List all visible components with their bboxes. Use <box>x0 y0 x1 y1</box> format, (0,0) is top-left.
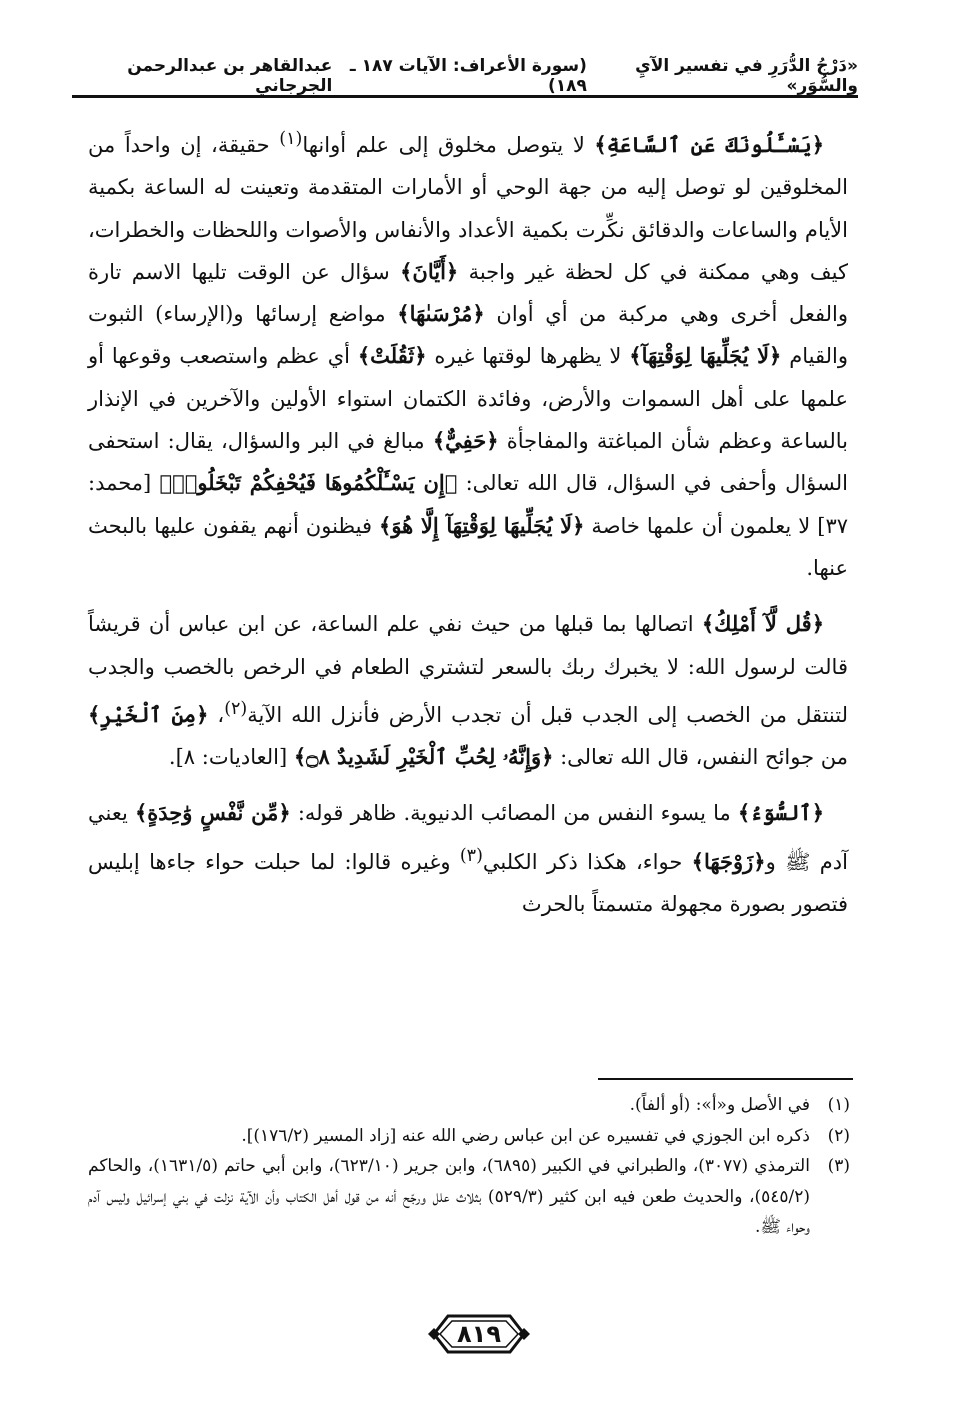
text-segment: اتصالها بما قبلها من حيث نفي علم الساعة، عن ابن عباس أن قريشاً قالت لرسول الله: لا يخبرك ربك بالسعر لتشتري الطعام في الرخص بالخصب والجدب لتنتقل من الخصب إلى الجدب قبل أن تجدب الأرض فأنزل الله الآية <box>88 612 849 727</box>
book-title: «دَرْجُ الدُّرَرِ في تفسير الآيِ والسُّوَر» <box>635 56 858 96</box>
footnotes <box>88 1090 850 1243</box>
paragraph-1 <box>88 118 848 589</box>
page-number: ٨١٩ <box>457 1320 501 1348</box>
quran-quote: ﴿وَإِنَّهُۥ لِحُبِّ ٱلْخَيْرِ لَشَدِيدٌ ۝٨﴾ <box>293 744 554 770</box>
footnote-3 <box>88 1151 850 1243</box>
footnote-text: الترمذي (٣٠٧٧)، والطبراني في الكبير (٦٨٩٥)، وابن جرير (٦٢٣/١٠)، وابن أبي حاتم (١٦٣١/٥)، والحاكم (٥٤٥/٢)، والحديث طعن فيه ابن كثير (٥٢٩/٣) بثلاث علل ورجّح أنه من قول أهل الكتاب وأن الآية نزلت في بني إسرائيل وليس آدم وحواء ﷺ. <box>88 1156 811 1237</box>
quran-quote: ﴿ثَقُلَتْ﴾ <box>357 343 427 369</box>
text-segment: مواضع إرسائها و(الإرساء) الثبوت والقيام <box>88 302 848 369</box>
surah-reference: (سورة الأعراف: الآيات ١٨٧ ـ ١٨٩) <box>349 56 587 96</box>
quran-quote: ﴿قُل لَّآ أَمْلِكُ﴾ <box>701 611 824 637</box>
text-segment: فيظنون أنهم يقفون عليها بالبحث عنها. <box>88 513 848 580</box>
quran-quote: ﴿يَسْـَٔلُونَكَ عَنِ ٱلسَّاعَةِ﴾ <box>594 132 825 157</box>
footnote-ref: (٢) <box>224 698 248 719</box>
footnote-1 <box>88 1090 850 1121</box>
footnote-text: في الأصل و«أ»: (أو ألفاً). <box>629 1095 810 1115</box>
text-segment: [العاديات: ٨]. <box>168 745 294 770</box>
quran-quote: ﴿حَفِيٌّ﴾ <box>432 428 499 454</box>
footnote-number: (٣) <box>827 1156 850 1176</box>
footnote-number: (٢) <box>827 1125 850 1146</box>
header-divider <box>72 95 858 98</box>
text-segment: سؤال عن الوقت تليها الاسم تارة والفعل أخرى وهي مركبة من أي أوان <box>88 259 849 327</box>
quran-quote: ﴿مِّن نَّفْسٍ وَٰحِدَةٍ﴾ <box>134 800 291 826</box>
footnote-number: (١) <box>827 1095 850 1115</box>
footnote-2 <box>88 1121 850 1152</box>
main-text <box>88 118 848 925</box>
text-segment: مبالغ في البر والسؤال، يقال: استحفى السؤال وأحفى في السؤال، قال الله تعالى: <box>88 429 848 496</box>
text-segment: لا يتوصل مخلوق إلى علم أوانها <box>302 133 595 157</box>
footnote-text: ذكره ابن الجوزي في تفسيره عن ابن عباس رضي الله عنه [زاد المسير (١٧٦/٢)]. <box>241 1125 810 1146</box>
quran-quote: ﴿مُرْسَىٰهَا﴾ <box>397 301 485 327</box>
text-segment: لا يظهرها لوقتها غيره <box>426 344 630 369</box>
text-segment: يعني آدم ﷺ و <box>88 801 848 874</box>
text-segment: أي عظم واستصعب وقوعها أو علمها على أهل السموات والأرض، وفائدة الكتمان استواء الأولين والآخرين في الإنذار بالساعة وعظم شأن المباغتة والمفاجأة <box>88 344 848 454</box>
text-segment: ، <box>208 702 225 727</box>
footnote-divider <box>598 1078 853 1080</box>
quran-quote: ﴿إِن يَسْـَٔلْكُمُوهَا فَيُحْفِكُمْ تَبْخَلُوا۟﴾ <box>159 470 458 496</box>
quran-quote: ﴿ٱلسُّوٓءُ﴾ <box>737 800 824 826</box>
quran-quote: ﴿لَا يُجَلِّيهَا لِوَقْتِهَآ إِلَّا هُوَ﴾ <box>379 512 585 538</box>
quran-quote: ﴿لَا يُجَلِّيهَا لِوَقْتِهَآ﴾ <box>629 343 782 369</box>
page-number-badge <box>428 1310 530 1358</box>
footnote-ref: (٣) <box>459 845 483 866</box>
text-segment: حقيقة، إن واحداً من المخلوقين لو توصل إليه من جهة الوحي أو الأمارات المتقدمة وتعينت له الساعة بكمية الأيام والساعات والدقائق نكِّرت بكمية الأعداد والأنفاس والأصوات واللحظات والخطرات، كيف وهي ممكنة في كل لحظة غير واجبة <box>88 133 848 284</box>
author-name: عبدالقاهر بن عبدالرحمن الجرجاني <box>127 56 333 96</box>
text-segment: من جوائح النفس، قال الله تعالى: <box>553 745 848 770</box>
running-header <box>72 58 858 94</box>
quran-quote: ﴿أَيَّانَ﴾ <box>400 258 459 284</box>
text-segment: حواء، هكذا ذكر الكلبي <box>482 849 692 874</box>
text-segment: ما يسوء النفس من المصائب الدنيوية. ظاهر قوله: <box>290 801 738 826</box>
text-segment: [محمد: ٣٧] لا يعلمون أن علمها خاصة <box>88 471 848 538</box>
paragraph-3 <box>88 792 848 925</box>
quran-quote: ﴿زَوْجَهَا﴾ <box>691 848 766 874</box>
paragraph-2 <box>88 603 848 778</box>
footnote-ref: (١) <box>279 129 303 149</box>
quran-quote: ﴿مِنَ ٱلْخَيْرِ﴾ <box>88 701 209 727</box>
text-segment: وغيره قالوا: لما حبلت حواء جاءها إبليس فتصور بصورة مجهولة متسمتاً بالحرث <box>88 849 848 917</box>
